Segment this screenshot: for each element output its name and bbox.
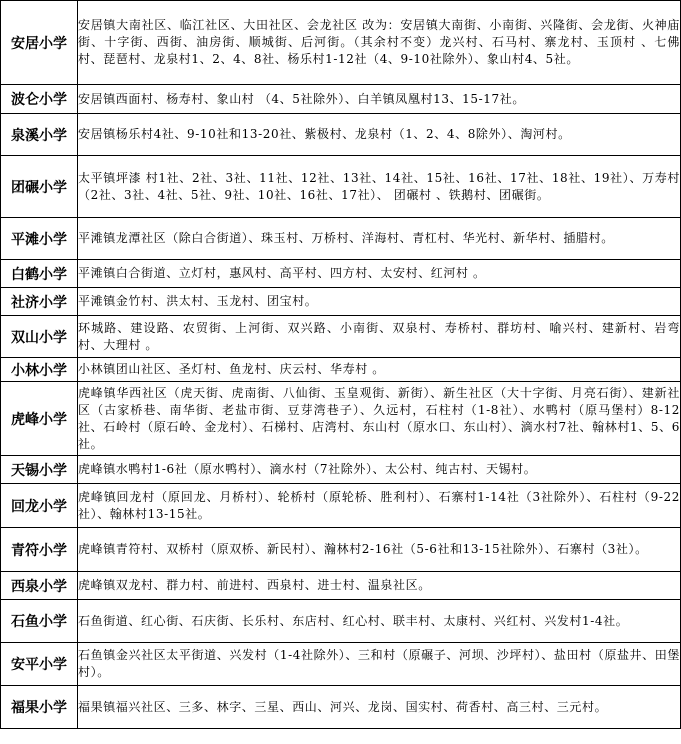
catchment-area: 安居镇杨乐村4社、9-10社和13-20社、紫极村、龙泉村（1、2、4、8除外）、淘河村。	[78, 114, 681, 156]
school-name: 波仑小学	[1, 85, 78, 114]
catchment-area: 小林镇团山社区、圣灯村、鱼龙村、庆云村、华寿村 。	[78, 358, 681, 382]
catchment-area: 福果镇福兴社区、三多、林字、三星、西山、河兴、龙岗、国实村、荷香村、高三村、三元村。	[78, 686, 681, 729]
catchment-area: 安居镇大南社区、临江社区、大田社区、会龙社区 改为：安居镇大南街、小南街、兴隆街、会龙街、火神庙街、十字街、西街、油房街、顺城街、后河街。（其余村不变）龙兴村、石马村、寨龙村、玉顶村 、七佛村、琵琶村、龙泉村1、2、4、8社、杨乐村1-12社（4、9-10社除外）、象山村4、5社。	[78, 1, 681, 85]
school-name: 福果小学	[1, 686, 78, 729]
catchment-area: 虎峰镇回龙村（原回龙、月桥村）、轮桥村（原轮桥、胜利村）、石寨村1-14社（3社除外）、石柱村（9-22社）、翰林村13-15社。	[78, 484, 681, 528]
school-name: 石鱼小学	[1, 600, 78, 643]
catchment-area: 虎峰镇华西社区（虎天街、虎南街、八仙街、玉皇观街、新街）、新生社区（大十字街、月亮石街）、建新社区（古家桥巷、南华街、老盐市街、豆芽湾巷子）、久远村，石柱村（1-8社）、水鸭村（原马堡村）8-12社、石岭村（原石岭、金龙村）、石梯村、店湾村、东山村（原水口、东山村）、滴水村7社、翰林村1、5、6社。	[78, 382, 681, 456]
table-row	[1, 1, 681, 85]
school-name: 团碾小学	[1, 156, 78, 218]
school-name: 安平小学	[1, 643, 78, 686]
school-name: 天锡小学	[1, 456, 78, 484]
table-row	[1, 382, 681, 456]
table-row	[1, 456, 681, 484]
table-row	[1, 528, 681, 572]
catchment-area: 虎峰镇双龙村、群力村、前进村、西泉村、进士村、温泉社区。	[78, 572, 681, 600]
table-row	[1, 686, 681, 729]
table-row	[1, 358, 681, 382]
catchment-area: 安居镇西面村、杨寿村、象山村 （4、5社除外）、白羊镇凤凰村13、15-17社。	[78, 85, 681, 114]
school-zone-table-body	[1, 1, 681, 729]
catchment-area: 虎峰镇青符村、双桥村（原双桥、新民村）、瀚林村2-16社（5-6社和13-15社除外）、石寨村（3社）。	[78, 528, 681, 572]
table-row	[1, 85, 681, 114]
table-row	[1, 316, 681, 358]
school-name: 安居小学	[1, 1, 78, 85]
catchment-area: 石鱼街道、红心街、石庆街、长乐村、东店村、红心村、联丰村、太康村、兴红村、兴发村1-4社。	[78, 600, 681, 643]
table-row	[1, 600, 681, 643]
table-row	[1, 484, 681, 528]
table-row	[1, 643, 681, 686]
school-name: 平滩小学	[1, 218, 78, 260]
catchment-area: 环城路、建设路、农贸街、上河街、双兴路、小南街、双泉村、寿桥村、群坊村、喻兴村、建新村、岩弯村、大理村 。	[78, 316, 681, 358]
school-name: 回龙小学	[1, 484, 78, 528]
school-name: 双山小学	[1, 316, 78, 358]
school-name: 泉溪小学	[1, 114, 78, 156]
table-row	[1, 288, 681, 316]
school-name: 青符小学	[1, 528, 78, 572]
school-name: 西泉小学	[1, 572, 78, 600]
table-row	[1, 572, 681, 600]
catchment-area: 石鱼镇金兴社区太平街道、兴发村（1-4社除外）、三和村（原碾子、河坝、沙坪村）、盐田村（原盐井、田堡村）。	[78, 643, 681, 686]
school-name: 虎峰小学	[1, 382, 78, 456]
school-name: 社济小学	[1, 288, 78, 316]
table-row	[1, 114, 681, 156]
school-name: 白鹤小学	[1, 260, 78, 288]
table-row	[1, 260, 681, 288]
catchment-area: 平滩镇龙潭社区（除白合街道）、珠玉村、万桥村、洋海村、青杠村、华光村、新华村、插腊村。	[78, 218, 681, 260]
school-name: 小林小学	[1, 358, 78, 382]
catchment-area: 平滩镇金竹村、洪太村、玉龙村、团宝村。	[78, 288, 681, 316]
table-row	[1, 218, 681, 260]
catchment-area: 太平镇坪漆 村1社、2社、3社、11社、12社、13社、14社、15社、16社、17社、18社、19社）、万寿村（2社、3社、4社、5社、9社、10社、16社、17社）、 团碾村 、铁鹅村、团碾街。	[78, 156, 681, 218]
catchment-area: 平滩镇白合街道、立灯村，惠风村、高平村、四方村、太安村、红河村 。	[78, 260, 681, 288]
table-row	[1, 156, 681, 218]
catchment-area: 虎峰镇水鸭村1-6社（原水鸭村）、滴水村（7社除外）、太公村、纯古村、天锡村。	[78, 456, 681, 484]
